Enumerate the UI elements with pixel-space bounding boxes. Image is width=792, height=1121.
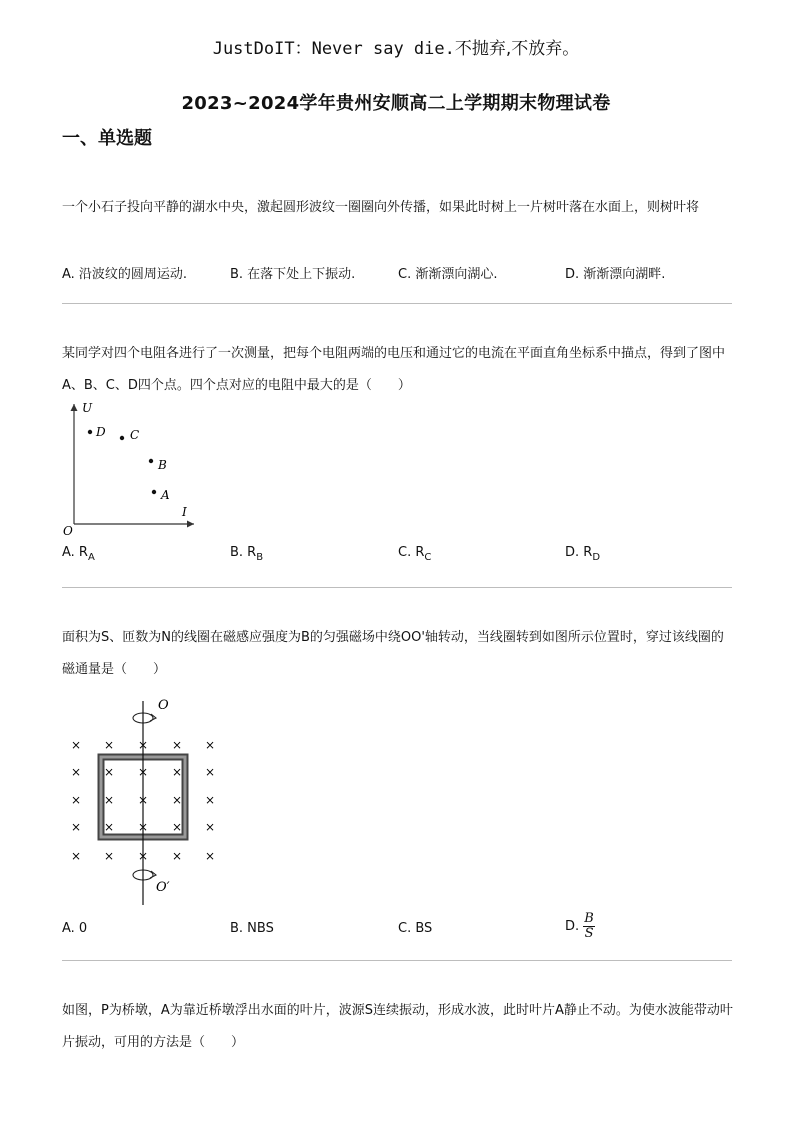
field-x-mark: × (70, 793, 82, 807)
u-axis-label: U (82, 401, 93, 415)
field-x-mark: × (204, 738, 216, 752)
option-d-fraction (583, 912, 595, 941)
option-b-prefix: B. R (230, 545, 257, 560)
field-x-mark: × (204, 849, 216, 863)
question-1-option-b: B. 在落下处上下振动. (230, 267, 356, 282)
field-x-mark: × (103, 765, 115, 779)
field-x-mark: × (204, 820, 216, 834)
point-b (149, 459, 153, 463)
question-3-option-a: A. 0 (62, 921, 88, 936)
fraction-numerator: B (584, 911, 594, 926)
question-1-text: 一个小石子投向平静的湖水中央，激起圆形波纹一圈圈向外传播，如果此时树上一片树叶落在水面上，则树叶将 (62, 200, 700, 215)
point-c (120, 436, 124, 440)
question-2-option-b (230, 545, 264, 563)
field-x-mark: × (70, 849, 82, 863)
i-axis-label: I (182, 505, 187, 519)
question-2-option-a (62, 545, 95, 563)
ui-graph-figure (60, 398, 200, 538)
question-2-text: 某同学对四个电阻各进行了一次测量，把每个电阻两端的电压和通过它的电流在平面直角坐标系中描点，得到了图中A、B、C、D四个点。四个点对应的电阻中最大的是（ ） (62, 346, 726, 393)
point-c-label: C (130, 428, 140, 442)
field-x-mark: × (171, 820, 183, 834)
question-3-text: 面积为S、匝数为N的线圈在磁感应强度为B的匀强磁场中绕OO'轴转动，当线圈转到如图所示位置时，穿过该线圈的磁通量是（ ） (62, 630, 724, 677)
field-x-mark: × (137, 765, 149, 779)
field-x-mark: × (103, 820, 115, 834)
header-motto-latin: JustDoIT：Never say die. (212, 39, 455, 59)
coil-figure (60, 695, 230, 910)
option-c-prefix: C. R (398, 545, 425, 560)
question-2-option-d (565, 545, 601, 563)
point-b-label: B (158, 458, 167, 472)
origin-label: O (63, 524, 73, 538)
question-3-option-b: B. NBS (230, 921, 274, 936)
option-d-prefix: D. R (565, 545, 593, 560)
field-x-mark: × (171, 849, 183, 863)
point-a-label: A (161, 488, 170, 502)
option-c-subscript: C (424, 552, 432, 563)
field-x-mark: × (171, 765, 183, 779)
question-1-option-a: A. 沿波纹的圆周运动. (62, 267, 188, 282)
field-x-mark: × (137, 820, 149, 834)
field-x-mark: × (171, 793, 183, 807)
option-a-prefix: A. R (62, 545, 88, 560)
field-x-mark: × (103, 738, 115, 752)
point-d-label: D (96, 425, 106, 439)
field-x-mark: × (137, 738, 149, 752)
question-3-option-d (565, 912, 595, 941)
field-x-mark: × (70, 765, 82, 779)
option-b-subscript: B (256, 552, 264, 563)
axis-top-label: O (158, 698, 169, 713)
fraction-denominator: S (584, 926, 594, 941)
section-heading: 一、单选题 (62, 128, 152, 149)
field-x-mark: × (204, 793, 216, 807)
field-x-mark: × (103, 849, 115, 863)
question-4-text: 如图，P为桥墩，A为靠近桥墩浮出水面的叶片，波源S连续振动，形成水波，此时叶片A静止不动。为使水波能带动叶片振动，可用的方法是（ ） (62, 1003, 733, 1050)
question-2-option-c (398, 545, 432, 563)
option-d-prefix: D. (565, 919, 580, 934)
question-divider (62, 587, 732, 588)
question-1-option-c: C. 渐渐漂向湖心. (398, 267, 498, 282)
option-a-subscript: A (87, 552, 95, 563)
header-motto-cjk: 不抛弃,不放弃。 (454, 39, 580, 59)
field-x-mark: × (204, 765, 216, 779)
field-x-mark: × (137, 793, 149, 807)
page-header (0, 34, 792, 59)
point-a (152, 490, 156, 494)
field-x-mark: × (171, 738, 183, 752)
field-x-mark: × (70, 820, 82, 834)
question-1-option-d: D. 渐渐漂向湖畔. (565, 267, 666, 282)
field-x-mark: × (70, 738, 82, 752)
question-divider (62, 303, 732, 304)
field-x-mark: × (103, 793, 115, 807)
question-divider (62, 960, 732, 961)
point-d (88, 430, 92, 434)
question-3-option-c: C. BS (398, 921, 433, 936)
option-d-subscript: D (592, 552, 601, 563)
axis-bottom-label: O′ (156, 880, 170, 895)
field-x-mark: × (137, 849, 149, 863)
paper-title: 2023~2024学年贵州安顺高二上学期期末物理试卷 (181, 93, 611, 114)
